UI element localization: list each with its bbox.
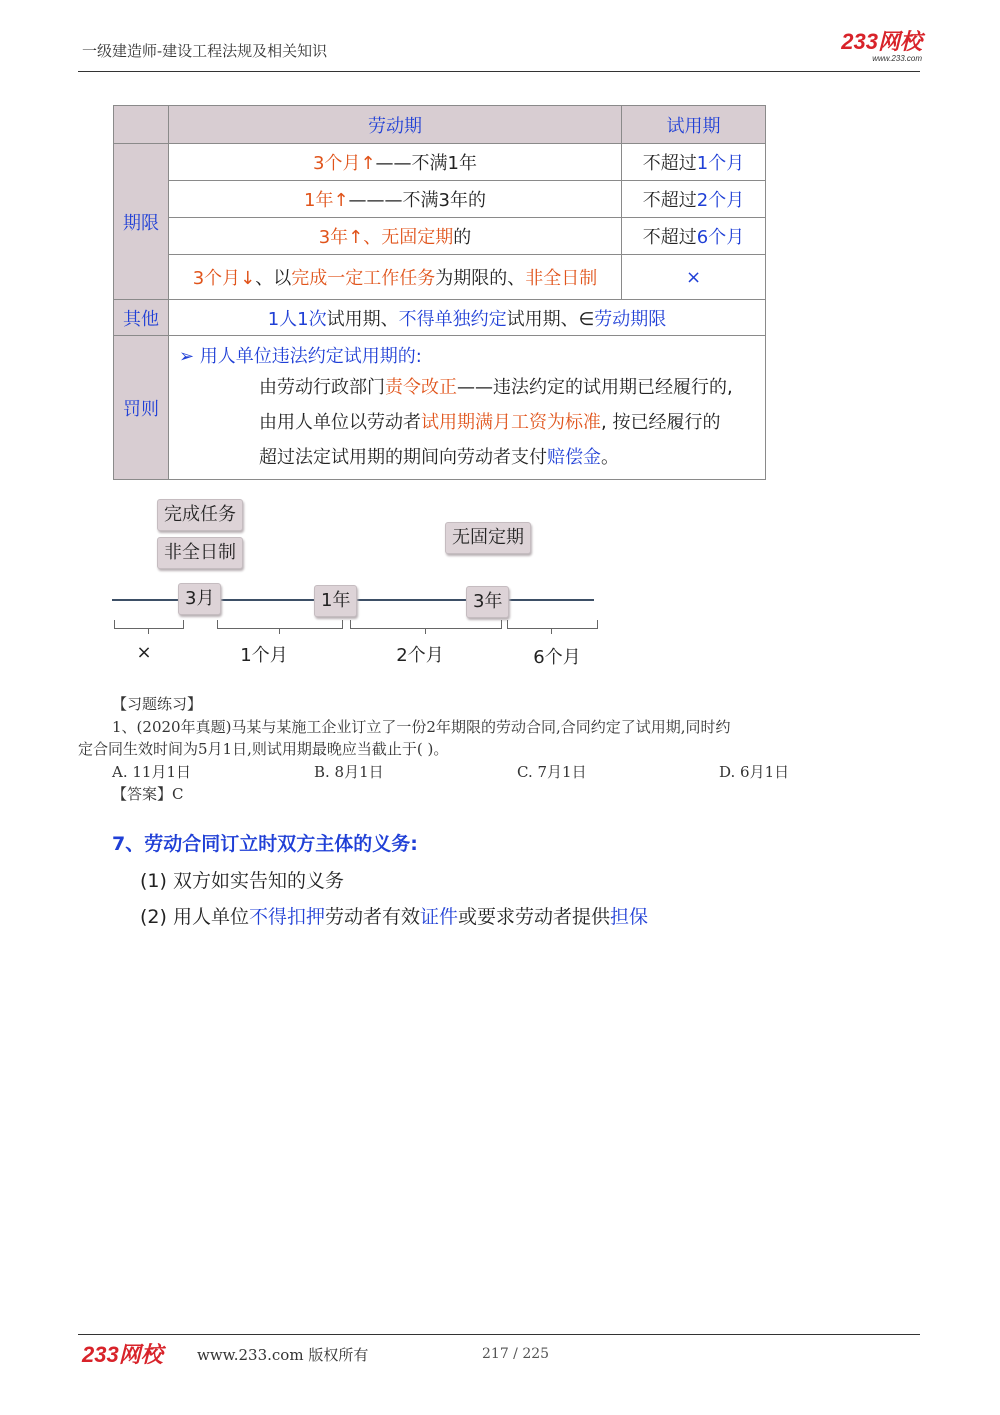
table-cell: 不超过1个月 — [622, 144, 766, 181]
footer-logo: 233网校 — [82, 1342, 163, 1367]
list-item: (2) 用人单位不得扣押劳动者有效证件或要求劳动者提供担保 — [140, 906, 649, 928]
logo-text: 233网校 — [841, 29, 922, 54]
option-c: C. 7月1日 — [517, 763, 587, 781]
option-d: D. 6月1日 — [719, 763, 790, 781]
table-cell: × — [622, 255, 766, 300]
brace — [114, 620, 184, 629]
table-row: 3个月↑——不满1年 — [169, 144, 622, 181]
brace-tip — [425, 628, 426, 634]
section-title: 7、劳动合同订立时双方主体的义务: — [112, 833, 418, 855]
table-cell: 不超过6个月 — [622, 218, 766, 255]
exercise-heading: 【习题练习】 — [112, 695, 203, 713]
tag-complete-task: 完成任务 — [157, 499, 243, 531]
label-6-months: 6个月 — [533, 647, 581, 668]
list-item: (1) 双方如实告知的义务 — [140, 870, 344, 892]
penalty-line: 由劳动行政部门责令改正——违法约定的试用期已经履行的, — [259, 377, 733, 398]
penalty-line: 由用人单位以劳动者试用期满月工资为标准, 按已经履行的 — [259, 412, 721, 433]
table-row: 1人1次试用期、不得单独约定试用期、∈劳动期限 — [169, 300, 766, 336]
brace-tip — [279, 628, 280, 634]
label-none: × — [136, 642, 152, 663]
col-labor-header: 劳动期 — [169, 106, 622, 144]
row-period-label: 期限 — [114, 144, 169, 300]
marker-1-year: 1年 — [314, 585, 357, 617]
table-corner — [114, 106, 169, 144]
brace — [507, 620, 598, 629]
option-a: A. 11月1日 — [112, 763, 191, 781]
page-number: 217 / 225 — [482, 1346, 550, 1362]
row-penalty-label: 罚则 — [114, 336, 169, 480]
brace — [350, 620, 502, 629]
row-other-label: 其他 — [114, 300, 169, 336]
label-2-months: 2个月 — [396, 645, 444, 666]
brand-logo — [812, 30, 922, 63]
footer-copyright: www.233.com 版权所有 — [197, 1346, 369, 1364]
logo-url: www.233.com — [872, 54, 922, 63]
option-b: B. 8月1日 — [314, 763, 384, 781]
table-row: 3个月↓、以完成一定工作任务为期限的、非全日制 — [169, 255, 622, 300]
penalty-heading: ➢ 用人单位违法约定试用期的: — [179, 346, 422, 367]
brace-tip — [148, 628, 149, 634]
table-cell: 不超过2个月 — [622, 181, 766, 218]
marker-3-months: 3月 — [178, 583, 221, 615]
brace-tip — [551, 628, 552, 634]
tag-part-time: 非全日制 — [157, 537, 243, 569]
table-row: 3年↑、无固定期的 — [169, 218, 622, 255]
label-1-month: 1个月 — [240, 645, 288, 666]
header-divider — [78, 71, 920, 72]
table-row: 1年↑———不满3年的 — [169, 181, 622, 218]
tag-indefinite: 无固定期 — [445, 522, 531, 554]
question-line-2: 定合同生效时间为5月1日,则试用期最晚应当截止于( )。 — [78, 740, 449, 758]
header-title: 一级建造师-建设工程法规及相关知识 — [82, 42, 328, 60]
answer: 【答案】C — [112, 785, 184, 803]
brace — [217, 620, 343, 629]
footer-divider — [78, 1334, 920, 1335]
marker-3-years: 3年 — [466, 586, 509, 618]
penalty-line: 超过法定试用期的期间向劳动者支付赔偿金。 — [259, 447, 619, 468]
question-line-1: 1、(2020年真题)马某与某施工企业订立了一份2年期限的劳动合同,合同约定了试用期,同时约 — [112, 718, 731, 736]
trial-period-table — [113, 105, 766, 480]
penalty-cell — [169, 336, 766, 480]
col-trial-header: 试用期 — [622, 106, 766, 144]
